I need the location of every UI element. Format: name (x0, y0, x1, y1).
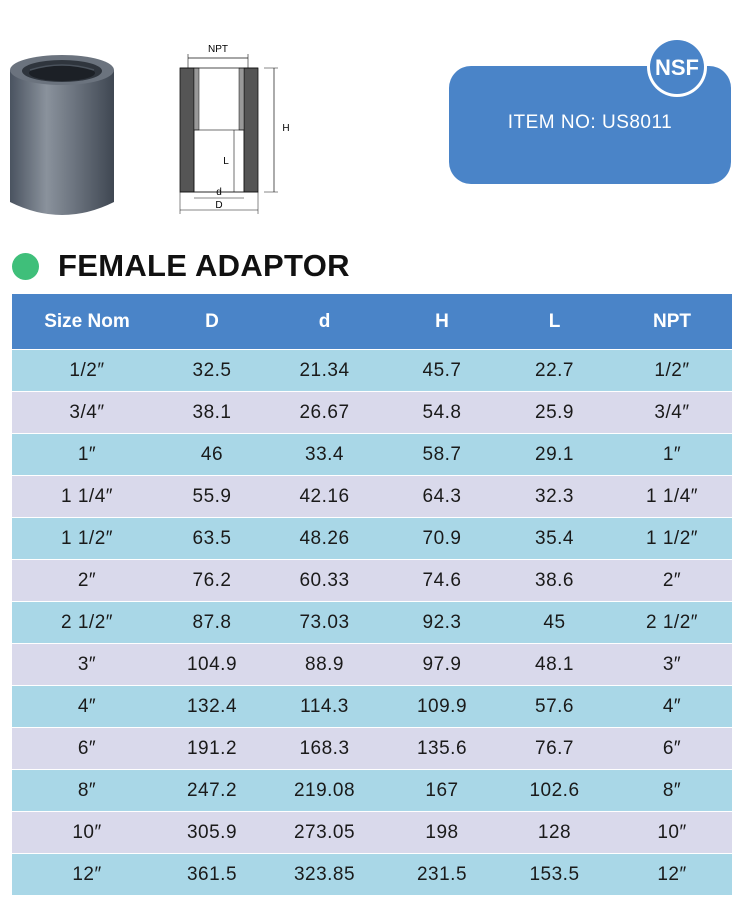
table-cell: 88.9 (262, 644, 387, 686)
table-cell: 54.8 (387, 392, 497, 434)
table-cell: 1 1/4″ (612, 476, 732, 518)
table-cell: 48.26 (262, 518, 387, 560)
table-cell: 273.05 (262, 812, 387, 854)
table-cell: 35.4 (497, 518, 612, 560)
table-cell: 305.9 (162, 812, 262, 854)
table-cell: 22.7 (497, 350, 612, 392)
table-cell: 87.8 (162, 602, 262, 644)
table-cell: 26.67 (262, 392, 387, 434)
d-outer-label: D (215, 200, 223, 211)
table-row (12, 434, 732, 476)
table-cell: 12″ (612, 854, 732, 896)
column-header: d (262, 294, 387, 350)
table-cell: 231.5 (387, 854, 497, 896)
heading-bullet-icon (12, 253, 39, 280)
column-header: D (162, 294, 262, 350)
table-body (12, 350, 732, 896)
table-cell: 2″ (612, 560, 732, 602)
table-cell: 191.2 (162, 728, 262, 770)
table-cell: 4″ (612, 686, 732, 728)
table-row (12, 476, 732, 518)
table-row (12, 560, 732, 602)
table-cell: 76.2 (162, 560, 262, 602)
table-cell: 6″ (612, 728, 732, 770)
table-cell: 2 1/2″ (612, 602, 732, 644)
table-cell: 1 1/4″ (12, 476, 162, 518)
column-header: Size Nom (12, 294, 162, 350)
table-cell: 128 (497, 812, 612, 854)
table-cell: 73.03 (262, 602, 387, 644)
table-cell: 42.16 (262, 476, 387, 518)
table-cell: 29.1 (497, 434, 612, 476)
nsf-certification-mark (646, 36, 708, 98)
svg-text:NSF: NSF (655, 55, 699, 80)
table-cell: 2 1/2″ (12, 602, 162, 644)
table-cell: 1/2″ (612, 350, 732, 392)
table-cell: 6″ (12, 728, 162, 770)
table-cell: 32.5 (162, 350, 262, 392)
table-cell: 32.3 (497, 476, 612, 518)
column-header: L (497, 294, 612, 350)
table-cell: 2″ (12, 560, 162, 602)
table-cell: 3″ (12, 644, 162, 686)
table-row (12, 854, 732, 896)
h-label: H (282, 123, 290, 134)
table-cell: 12″ (12, 854, 162, 896)
table-cell: 1 1/2″ (612, 518, 732, 560)
table-cell: 55.9 (162, 476, 262, 518)
table-header-row (12, 294, 732, 350)
table-row (12, 392, 732, 434)
table-cell: 198 (387, 812, 497, 854)
table-cell: 46 (162, 434, 262, 476)
table-cell: 33.4 (262, 434, 387, 476)
table-cell: 1 1/2″ (12, 518, 162, 560)
d-inner-label: d (216, 187, 222, 198)
table-row (12, 812, 732, 854)
table-cell: 168.3 (262, 728, 387, 770)
table-cell: 25.9 (497, 392, 612, 434)
table-row (12, 770, 732, 812)
table-cell: 63.5 (162, 518, 262, 560)
table-cell: 8″ (612, 770, 732, 812)
table-cell: 3″ (612, 644, 732, 686)
table-cell: 10″ (12, 812, 162, 854)
table-row (12, 686, 732, 728)
table-cell: 58.7 (387, 434, 497, 476)
column-header: H (387, 294, 497, 350)
table-cell: 153.5 (497, 854, 612, 896)
table-cell: 57.6 (497, 686, 612, 728)
table-cell: 21.34 (262, 350, 387, 392)
table-cell: 45 (497, 602, 612, 644)
table-cell: 3/4″ (612, 392, 732, 434)
item-number-text: ITEM NO: US8011 (507, 112, 673, 133)
table-row (12, 350, 732, 392)
table-cell: 323.85 (262, 854, 387, 896)
technical-drawing (168, 40, 300, 216)
table-cell: 70.9 (387, 518, 497, 560)
table-row (12, 728, 732, 770)
table-cell: 361.5 (162, 854, 262, 896)
table-cell: 92.3 (387, 602, 497, 644)
table-cell: 109.9 (387, 686, 497, 728)
table-cell: 114.3 (262, 686, 387, 728)
l-label: L (223, 156, 229, 167)
table-cell: 1″ (12, 434, 162, 476)
table-row (12, 518, 732, 560)
table-cell: 76.7 (497, 728, 612, 770)
table-cell: 167 (387, 770, 497, 812)
column-header: NPT (612, 294, 732, 350)
table-cell: 60.33 (262, 560, 387, 602)
table-cell: 102.6 (497, 770, 612, 812)
table-cell: 247.2 (162, 770, 262, 812)
table-cell: 1/2″ (12, 350, 162, 392)
npt-label: NPT (208, 44, 228, 55)
table-cell: 10″ (612, 812, 732, 854)
page-title: FEMALE ADAPTOR (58, 248, 350, 283)
table-cell: 38.1 (162, 392, 262, 434)
table-cell: 1″ (612, 434, 732, 476)
table-cell: 38.6 (497, 560, 612, 602)
table-cell: 132.4 (162, 686, 262, 728)
table-cell: 64.3 (387, 476, 497, 518)
product-photo (8, 52, 116, 220)
table-cell: 97.9 (387, 644, 497, 686)
table-cell: 48.1 (497, 644, 612, 686)
table-cell: 45.7 (387, 350, 497, 392)
table-cell: 8″ (12, 770, 162, 812)
table-cell: 135.6 (387, 728, 497, 770)
dimension-table (12, 294, 732, 895)
table-cell: 74.6 (387, 560, 497, 602)
table-cell: 4″ (12, 686, 162, 728)
table-cell: 219.08 (262, 770, 387, 812)
table-cell: 3/4″ (12, 392, 162, 434)
table-cell: 104.9 (162, 644, 262, 686)
table-row (12, 644, 732, 686)
table-row (12, 602, 732, 644)
